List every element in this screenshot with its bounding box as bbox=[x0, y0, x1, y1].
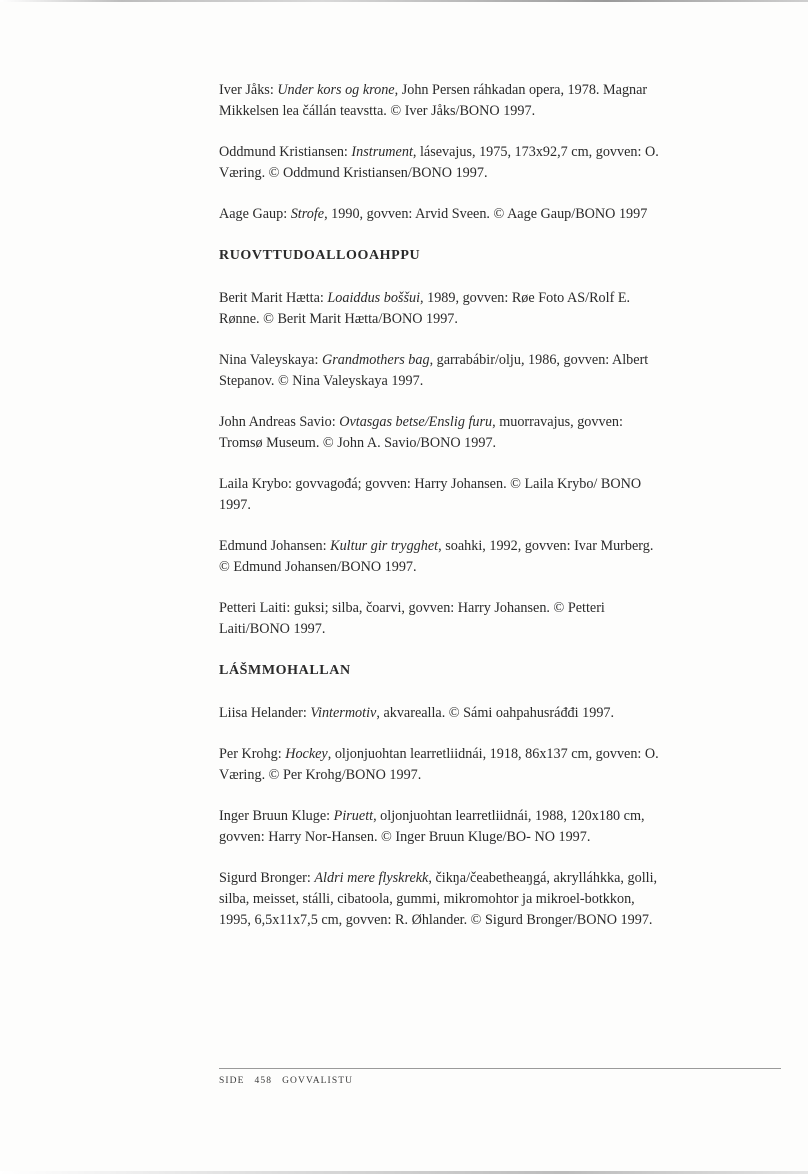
section-heading-lasmmohallan: LÁŠMMOHALLAN bbox=[219, 663, 351, 678]
caption-list bbox=[219, 80, 659, 951]
caption-entry: Berit Marit Hætta: Loaiddus boššui, 1989, govven: Røe Foto AS/Rolf E. Rønne. © Berit Marit Hætta/BONO 1997. bbox=[219, 290, 631, 327]
caption-entry: Edmund Johansen: Kultur gir trygghet, soahki, 1992, govven: Ivar Murberg. © Edmund Johansen/BONO 1997. bbox=[219, 538, 654, 575]
caption-entry: Nina Valeyskaya: Grandmothers bag, garrabábir/olju, 1986, govven: Albert Stepanov. © Nina Valeyskaya 1997. bbox=[219, 352, 649, 389]
caption-entry: Per Krohg: Hockey, oljonjuohtan learretliidnái, 1918, 86x137 cm, govven: O. Væring. © Per Krohg/BONO 1997. bbox=[219, 746, 659, 783]
caption-entry: John Andreas Savio: Ovtasgas betse/Enslig furu, muorravajus, govven: Tromsø Museum. © John A. Savio/BONO 1997. bbox=[219, 414, 623, 451]
caption-entry: Inger Bruun Kluge: Piruett, oljonjuohtan learretliidnái, 1988, 120x180 cm, govven: Harry Nor-Hansen. © Inger Bruun Kluge/BO- NO 1997. bbox=[219, 808, 645, 845]
footer-divider bbox=[219, 1068, 781, 1069]
footer-section-label: GOVVALISTU bbox=[282, 1076, 354, 1086]
section-heading-ruovttudoallooahppu: RUOVTTUDOALLOOAHPPU bbox=[219, 248, 421, 263]
scan-edge-top bbox=[0, 0, 808, 2]
caption-entry: Sigurd Bronger: Aldri mere flyskrekk, čikŋa/čeabetheaŋgá, akrylláhkka, golli, silba, meisset, stálli, cibatoola, gummi, mikromohtor ja mikroel-botkkon, 1995, 6,5x11x7,5 cm, govven: R. Øhlander. © Sigurd Bronger/BONO 1997. bbox=[219, 870, 658, 928]
caption-entry: Petteri Laiti: guksi; silba, čoarvi, govven: Harry Johansen. © Petteri Laiti/BONO 1997. bbox=[219, 600, 605, 637]
caption-entry: Oddmund Kristiansen: Instrument, lásevajus, 1975, 173x92,7 cm, govven: O. Væring. © Oddmund Kristiansen/BONO 1997. bbox=[219, 144, 659, 181]
caption-entry: Iver Jåks: Under kors og krone, John Persen ráhkadan opera, 1978. Magnar Mikkelsen lea čállán teavstta. © Iver Jåks/BONO 1997. bbox=[219, 82, 648, 119]
caption-entry: Liisa Helander: Vintermotiv, akvarealla. © Sámi oahpahusráđđi 1997. bbox=[219, 705, 615, 721]
page-number: 458 bbox=[254, 1076, 273, 1086]
footer-side-label: SIDE bbox=[219, 1076, 245, 1086]
caption-entry: Aage Gaup: Strofe, 1990, govven: Arvid Sveen. © Aage Gaup/BONO 1997 bbox=[219, 206, 648, 222]
caption-entry: Laila Krybo: govvagođá; govven: Harry Johansen. © Laila Krybo/ BONO 1997. bbox=[219, 476, 642, 513]
page-footer bbox=[219, 1076, 353, 1086]
